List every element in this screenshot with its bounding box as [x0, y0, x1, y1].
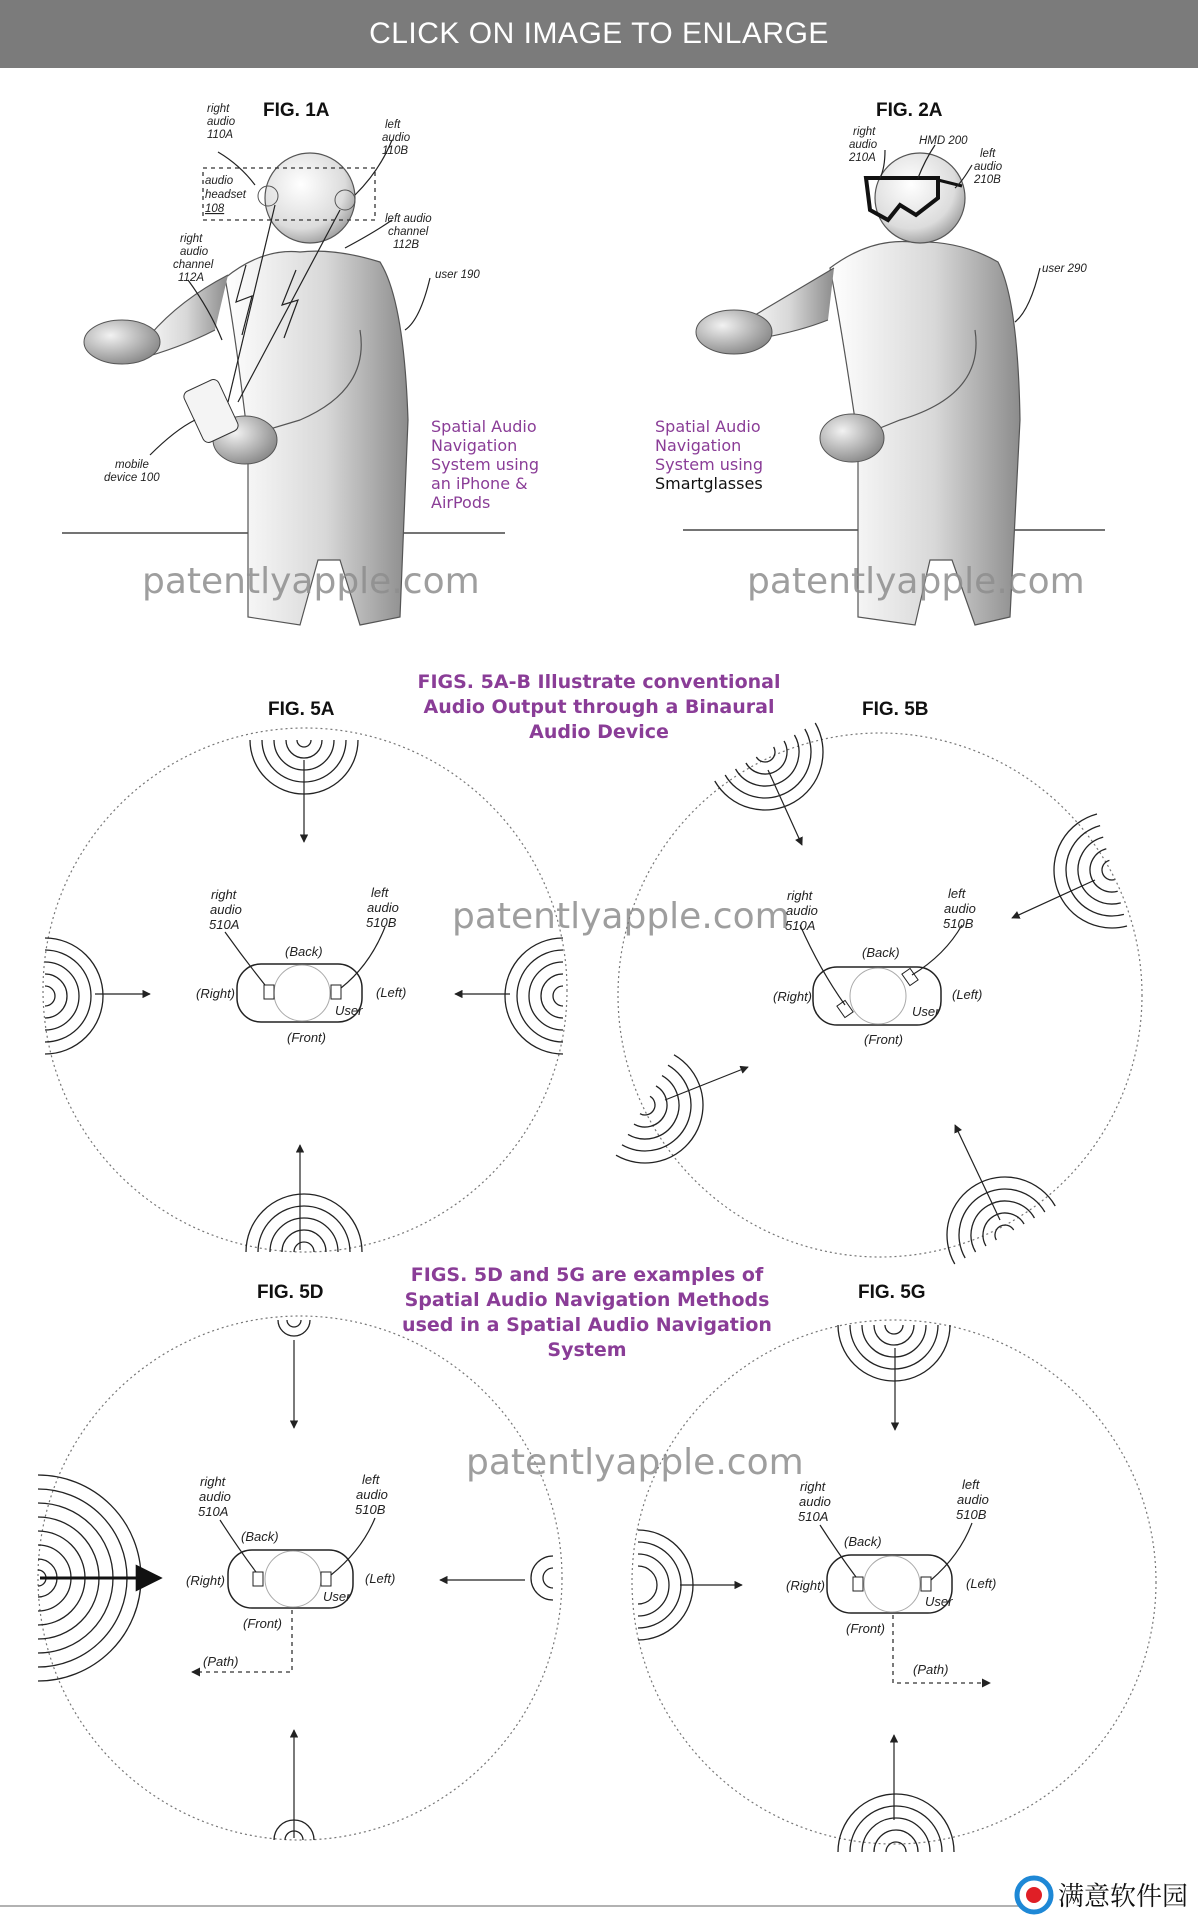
svg-text:(Front): (Front)	[864, 1032, 903, 1047]
svg-text:(Path): (Path)	[913, 1662, 949, 1677]
svg-text:112B: 112B	[393, 239, 420, 251]
svg-text:(Right): (Right)	[196, 986, 236, 1001]
svg-text:audio: audio	[974, 161, 1003, 173]
svg-text:audio: audio	[199, 1489, 231, 1504]
svg-text:right: right	[853, 126, 876, 138]
svg-text:User: User	[335, 1003, 363, 1018]
svg-text:(Front): (Front)	[846, 1621, 885, 1636]
fig-2a-title: FIG. 2A	[876, 100, 943, 121]
svg-text:510B: 510B	[956, 1507, 987, 1522]
svg-text:108: 108	[205, 203, 225, 215]
hand-right-2a	[820, 414, 884, 462]
svg-text:(Left): (Left)	[966, 1576, 997, 1591]
svg-text:audio: audio	[382, 132, 411, 144]
svg-text:user 290: user 290	[1042, 263, 1087, 275]
svg-text:(Back): (Back)	[241, 1529, 279, 1544]
svg-text:510A: 510A	[209, 917, 240, 932]
svg-text:510A: 510A	[785, 918, 816, 933]
svg-text:(Front): (Front)	[243, 1616, 282, 1631]
svg-text:110A: 110A	[207, 129, 234, 141]
fig-5g	[632, 1282, 1156, 1852]
svg-text:FIGS. 5A-B Illustrate conventi: FIGS. 5A-B Illustrate conventional	[417, 671, 781, 693]
svg-text:audio: audio	[799, 1494, 831, 1509]
head-1a	[265, 153, 355, 243]
svg-text:device 100: device 100	[104, 472, 160, 484]
svg-text:audio: audio	[786, 903, 818, 918]
svg-text:510A: 510A	[198, 1504, 229, 1519]
svg-text:System using: System using	[431, 455, 539, 474]
svg-text:audio: audio	[205, 175, 234, 187]
svg-text:(Front): (Front)	[287, 1030, 326, 1045]
svg-text:Spatial Audio: Spatial Audio	[655, 417, 761, 436]
caption-bottom	[402, 1264, 772, 1361]
svg-text:(Path): (Path)	[203, 1654, 239, 1669]
svg-text:channel: channel	[173, 259, 214, 271]
svg-text:Navigation: Navigation	[655, 436, 742, 455]
svg-text:System: System	[547, 1339, 627, 1361]
svg-text:audio: audio	[356, 1487, 388, 1502]
svg-text:Navigation: Navigation	[431, 436, 518, 455]
svg-text:(Left): (Left)	[952, 987, 983, 1002]
logo-text: 满意软件园	[1058, 1882, 1189, 1912]
fig-1a-title: FIG. 1A	[263, 100, 330, 121]
fig-5b	[616, 699, 1142, 1264]
svg-text:(Back): (Back)	[285, 944, 323, 959]
svg-text:(Right): (Right)	[786, 1578, 826, 1593]
svg-text:AirPods: AirPods	[431, 493, 491, 512]
svg-text:(Left): (Left)	[365, 1571, 396, 1586]
svg-text:(Right): (Right)	[186, 1573, 226, 1588]
svg-text:mobile: mobile	[115, 459, 149, 471]
watermark-3: patentlyapple.com	[452, 896, 790, 937]
svg-text:(Back): (Back)	[844, 1534, 882, 1549]
svg-text:210A: 210A	[849, 152, 876, 164]
svg-text:Spatial Audio Navigation Metho: Spatial Audio Navigation Methods	[404, 1289, 770, 1311]
hand-left-2a	[696, 310, 772, 354]
fig-1a	[62, 100, 539, 625]
svg-text:audio: audio	[210, 902, 242, 917]
svg-text:Smartglasses: Smartglasses	[655, 474, 763, 493]
svg-text:(Back): (Back)	[862, 945, 900, 960]
fig-2a	[655, 100, 1105, 625]
svg-text:headset: headset	[205, 189, 246, 201]
svg-text:FIGS. 5D and 5G are examples o: FIGS. 5D and 5G are examples of	[410, 1264, 764, 1286]
svg-text:an iPhone &: an iPhone &	[431, 474, 528, 493]
site-logo[interactable]	[1017, 1878, 1188, 1912]
svg-text:Audio Device: Audio Device	[529, 721, 669, 743]
svg-text:left: left	[980, 148, 996, 160]
hand-left-1a	[84, 320, 160, 364]
svg-text:left: left	[948, 886, 966, 901]
svg-text:audio: audio	[367, 900, 399, 915]
fig-5d	[38, 1282, 804, 1840]
svg-text:112A: 112A	[178, 272, 205, 284]
svg-text:audio: audio	[957, 1492, 989, 1507]
svg-text:User: User	[925, 1594, 953, 1609]
svg-text:audio: audio	[944, 901, 976, 916]
fig-5a	[43, 699, 790, 1252]
svg-text:right: right	[800, 1479, 826, 1494]
svg-text:System using: System using	[655, 455, 763, 474]
fig-5a-title: FIG. 5A	[268, 699, 335, 720]
svg-text:510B: 510B	[943, 916, 974, 931]
svg-text:Audio Output through a Binaura: Audio Output through a Binaural	[423, 696, 775, 718]
logo-dot-icon	[1026, 1887, 1042, 1903]
svg-text:left: left	[371, 885, 389, 900]
watermark-4: patentlyapple.com	[466, 1442, 804, 1483]
svg-text:used in a Spatial Audio Naviga: used in a Spatial Audio Navigation	[402, 1314, 772, 1336]
svg-text:right: right	[180, 233, 203, 245]
svg-text:(Right): (Right)	[773, 989, 813, 1004]
svg-text:channel: channel	[388, 226, 429, 238]
svg-text:right: right	[207, 103, 230, 115]
svg-text:510B: 510B	[366, 915, 397, 930]
svg-text:510A: 510A	[798, 1509, 829, 1524]
svg-text:audio: audio	[207, 116, 236, 128]
svg-text:right: right	[787, 888, 813, 903]
fig-5g-title: FIG. 5G	[858, 1282, 926, 1303]
fig-5d-title: FIG. 5D	[257, 1282, 324, 1303]
svg-text:User: User	[912, 1004, 940, 1019]
svg-text:Spatial Audio: Spatial Audio	[431, 417, 537, 436]
svg-text:audio: audio	[849, 139, 878, 151]
svg-text:left audio: left audio	[385, 213, 432, 225]
svg-text:left: left	[362, 1472, 380, 1487]
svg-text:right: right	[211, 887, 237, 902]
caption-middle	[417, 671, 780, 743]
watermark-1: patentlyapple.com	[142, 561, 480, 602]
svg-text:user 190: user 190	[435, 269, 480, 281]
enlarge-banner[interactable]: CLICK ON IMAGE TO ENLARGE	[0, 0, 1198, 68]
svg-text:210B: 210B	[974, 174, 1001, 186]
svg-text:right: right	[200, 1474, 226, 1489]
svg-text:User: User	[323, 1589, 351, 1604]
svg-text:left: left	[962, 1477, 980, 1492]
svg-text:audio: audio	[180, 246, 209, 258]
svg-text:510B: 510B	[355, 1502, 386, 1517]
svg-text:HMD 200: HMD 200	[919, 135, 968, 147]
head-2a	[875, 153, 965, 243]
svg-text:left: left	[385, 119, 401, 131]
fig-5b-title: FIG. 5B	[862, 699, 929, 720]
svg-text:110B: 110B	[382, 145, 409, 157]
svg-text:(Left): (Left)	[376, 985, 407, 1000]
watermark-2: patentlyapple.com	[747, 561, 1085, 602]
